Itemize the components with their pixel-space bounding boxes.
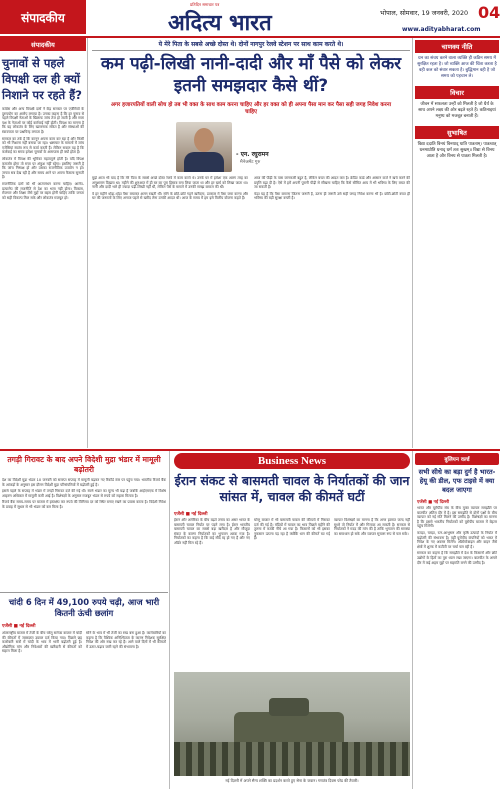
editorial-paragraph: सरकार का तर्क है कि कानून अपना काम कर रहा है और किसी को भी निशाना नहीं बनाया जा रहा। भ्रष्टाचार के मामलों में जांच एजेंसियां स्वतंत्र रूप से कार्य करती हैं। लेकिन सवाल यह है कि कार्रवाई का समय हमेशा चुनावों के आसपास ही क्यों होता है। <box>2 136 84 155</box>
silver-paragraph: अंतरराष्ट्रीय बाजार में तेजी के बीच घरेलू सर्राफा बाजार में चांदी की कीमतों में जबरदस्त उछाल दर्ज किया गया। पिछले छह कारोबारी सत्रों में चांदी के भाव में भारी बढ़ोतरी हुई है। औद्योगिक मांग और निवेशकों की खरीदारी से कीमतों को सहारा मिला है। <box>2 631 82 654</box>
lead-headline: ईरान संकट से बासमती चावल के निर्यातकों की जान सांसत में, चावल की कीमतें घटीं <box>174 473 410 504</box>
business-news-header <box>174 453 410 469</box>
main-kicker: ये मेरे पिता के सबसे अच्छे दोस्त थे। दोनों नागपुर रेलवे स्टेशन पर साथ काम करते थे। <box>158 41 344 48</box>
main-paragraph: मुझे आज भी याद है कि मेरे पिता के सबसे अच्छे दोस्त रेलवे में काम करते थे। उनके घर में हमेशा एक अलग तरह का अनुशासन दिखता था। महीने की शुरुआत में ही घर का पूरा हिसाब बना लिया जाता था और हर खर्च को लिखा जाता था। नानी और दादी भले ही ज्यादा पढ़ी-लिखी नहीं थीं, लेकिन पैसे के मामले में उनकी समझ कमाल की थी। <box>92 176 248 190</box>
business-news-title: Business News <box>257 455 327 467</box>
column-divider <box>412 38 413 448</box>
logo-tagline: प्रतिदिन समाचार पत्र <box>190 2 220 7</box>
silver-article <box>0 595 168 789</box>
silver-dateline: एजेंसी ■ नई दिल्ली <box>2 624 36 629</box>
byline-role: मैनेजमेंट गुरु <box>240 160 261 165</box>
lead-body <box>174 518 410 670</box>
page-number: 04 <box>478 3 500 22</box>
author-photo <box>176 122 232 172</box>
forex-paragraph: देश का विदेशी मुद्रा भंडार 10 जनवरी को समाप्त सप्ताह में मामूली बढ़कर नए रिकॉर्ड स्तर पर पहुंच गया। भारतीय रिजर्व बैंक के आंकड़ों के अनुसार इस दौरान विदेशी मुद्रा परिसंपत्तियों में बढ़ोतरी हुई है। <box>2 478 166 487</box>
main-deck: अगर हजारपतियों वाली सोच हो तब भी वक्त के साथ काम करना चाहिए और हर वक्त को ही अपना पैसा मान कर पैसा सही जगह निवेश करना चाहिए <box>110 102 392 115</box>
subhashit-title: सुभाषित <box>415 126 499 139</box>
lead-dateline: एजेंसी ■ नई दिल्ली <box>174 512 208 517</box>
editorial-column <box>0 38 86 448</box>
author-body <box>184 152 224 172</box>
silver-paragraph: सोने के भाव में भी तेजी का रुख बना हुआ है। कारोबारियों का कहना है कि वैश्विक अनिश्चितता के कारण निवेशक सुरक्षित निवेश की ओर रुख कर रहे हैं। आने वाले दिनों में भी कीमतों में उतार-चढ़ाव जारी रहने की संभावना है। <box>86 631 166 649</box>
photo-soldiers <box>174 742 410 776</box>
silver-headline: चांदी 6 दिन में 49,100 रुपये चढ़ी, आज भारी कितनी ऊंची छलांग <box>8 597 160 618</box>
quote-text: धन का संचय करने वाला व्यक्ति ही कठिन समय में सुरक्षित रहता है। जो व्यक्ति आज की चिंता करता है वही कल को संवार सकता है। बुद्धिमान वही है जो समय को पहचान ले। <box>417 56 497 79</box>
column-divider <box>412 451 413 789</box>
editorial-paragraph: लोकतंत्र में विपक्ष की भूमिका महत्वपूर्ण होती है। यदि विपक्ष कमजोर होगा तो सत्ता पर अंकुश नहीं रहेगा। इसलिए जरूरी है कि जांच निष्पक्ष हो और उसका राजनीतिक उपयोग न हो। जनता सब देख रही है और समय आने पर अपना फैसला सुनाती है। <box>2 156 84 180</box>
news-photo <box>174 672 410 776</box>
website: www.adityabharat.com <box>402 26 481 33</box>
lead-paragraph: घरेलू बाजार में भी बासमती चावल की कीमतों में गिरावट दर्ज की गई है। मंडियों में चावल का भाव पिछले महीने की तुलना में काफी नीचे आ गया है। किसानों को भी इसका नुकसान उठाना पड़ रहा है क्योंकि धान की कीमतें घट गई हैं। <box>254 518 330 541</box>
forex-rule <box>0 592 168 593</box>
editorial-headline: चुनावों से पहले विपक्षी दल ही क्यों निशाने पर रहते हैं? <box>2 56 82 102</box>
editorial-label: संपादकीय <box>0 38 86 51</box>
main-body <box>92 176 410 446</box>
author-face <box>194 128 214 152</box>
business-sidebar-paragraph: भारत और यूरोपीय संघ के बीच मुक्त व्यापार समझौते पर बातचीत अंतिम दौर में है। इस समझौते से दोनों पक्षों के बीच व्यापार को नई गति मिलने की उम्मीद है। विशेषज्ञों का मानना है कि इससे भारतीय निर्यातकों को यूरोपीय बाजार में बेहतर पहुंच मिलेगी। <box>417 506 497 529</box>
silver-body <box>0 631 168 654</box>
business-sidebar-dateline: एजेंसी ■ नई दिल्ली <box>417 500 449 505</box>
byline: - एन. रघुरामन <box>236 151 269 158</box>
business-sidebar-paragraph: सरकार का कहना है कि समझौते में देश के किसानों और छोटे उद्योगों के हितों का पूरा ध्यान रखा जाएगा। बातचीत के अगले दौर में कई अहम मुद्दों पर सहमति बनने की उम्मीद है। <box>417 551 497 565</box>
column-divider <box>169 451 170 789</box>
lead-paragraph: ईरान और अमेरिका के बीच बढ़ते तनाव का असर भारत के बासमती चावल निर्यात पर पड़ने लगा है। ईरान भारतीय बासमती चावल का सबसे बड़ा खरीदार है और मौजूदा संकट के कारण निर्यातकों का भुगतान अटक गया है। निर्यातकों का कहना है कि कई सौदे रद्द हो गए हैं और नए ऑर्डर नहीं मिल रहे हैं। <box>174 518 250 545</box>
quote-title: चाणक्य नीति <box>415 40 499 53</box>
business-sidebar-label: बुलियन वर्ल्ड <box>415 453 499 465</box>
main-paragraph: फंडा यह है कि पैसा कमाना जितना जरूरी है, उतना ही जरूरी उसे सही जगह निवेश करना भी है। छोटी-छोटी बचत ही भविष्य की बड़ी सुरक्षा बनती है। <box>254 191 410 201</box>
main-paragraph: आज की पीढ़ी के पास जानकारी बहुत है, लेकिन बचत की आदत कम है। क्रेडिट कार्ड और आसान कर्ज ने खर्च करने की प्रवृत्ति बढ़ा दी है। ऐसे में हमें अपनी पुरानी पीढ़ी से सीखना चाहिए कि कैसे सीमित आय में भी भविष्य के लिए बचत की जा सकती है। <box>254 176 410 190</box>
business-sidebar-headline: सभी सीधे का बड़ा दुर्ग है भारत-हेयू की डील, एफ टाइसे में क्या बदल जाएगा <box>418 468 496 494</box>
subhashit-text: विद्या ददाति विनयं विनयाद् याति पात्रताम्। पात्रत्वात् धनमाप्नोति धनाद् धर्मं ततः सुखम्॥ विद्या से विनय आता है और विनय से पात्रता मिलती है। <box>417 142 497 159</box>
kicker-rule <box>92 50 410 51</box>
forex-paragraph: इससे पहले के सप्ताह में भंडार में तगड़ी गिरावट दर्ज की गई थी। स्वर्ण भंडार का मूल्य भी बढ़ा है जबकि आईएमएफ में विशेष आहरण अधिकार में मामूली कमी आई है। विशेषज्ञों के अनुसार मजबूत भंडार से रुपये को सहारा मिलता है। <box>2 489 166 498</box>
main-paragraph: वे हर महीने थोड़ा-थोड़ा पैसा बचाकर अलग रखती थीं। सोने के छोटे-छोटे गहने खरीदना, डाकघर में पैसा जमा करना और घर की जरूरतों के लिए अनाज पहले से खरीद लेना उनकी आदत थी। आज के समय में हम इसे वित्तीय योजना कहते हैं। <box>92 191 248 201</box>
forex-paragraph: रिजर्व बैंक समय-समय पर बाजार में हस्तक्षेप कर रुपये की विनिमय दर को स्थिर बनाए रखने का प्रयास करता है। विदेशी निवेश के प्रवाह में सुधार से भी भंडार को बल मिला है। <box>2 500 166 509</box>
section-label: संपादकीय <box>0 0 86 34</box>
photo-turret <box>269 698 309 716</box>
location-date: भोपाल, सोमवार, 19 जनवरी, 2020 <box>380 9 469 17</box>
vichar-title: विचार <box>415 86 499 99</box>
vichar-text: जीवन में सफलता उन्हीं को मिलती है जो धैर्य के साथ अपने लक्ष्य की ओर बढ़ते रहते हैं। कठिनाइयां मनुष्य को मजबूत बनाती हैं। <box>418 102 496 119</box>
editorial-paragraph: राजनीतिक दलों को भी आत्ममंथन करना चाहिए। आरोप-प्रत्यारोप की राजनीति से देश का भला नहीं होगा। विकास, रोजगार और शिक्षा जैसे मुद्दों पर बहस होनी चाहिए ताकि जनता को सही विकल्प मिल सके और लोकतंत्र मजबूत हो। <box>2 181 84 200</box>
editorial-paragraph: कांग्रेस और अन्य विपक्षी दलों ने केंद्र सरकार पर एजेंसियों के दुरुपयोग का आरोप लगाया है। उनका कहना है कि हर चुनाव से पहले विपक्षी नेताओं के खिलाफ जांच तेज हो जाती है और सत्ता पक्ष के नेताओं पर कोई कार्रवाई नहीं होती। विपक्ष का मानना है कि यह लोकतंत्र के लिए खतरनाक संकेत है और संस्थाओं की स्वायत्तता पर प्रश्नचिन्ह लगाता है। <box>2 107 84 134</box>
lead-paragraph: व्यापार विशेषज्ञों का मानना है कि अगर हालात जल्द नहीं सुधरे तो निर्यात में और गिरावट आ सकती है। सरकार से निर्यातकों ने मदद की मांग की है ताकि भुगतान की समस्या का समाधान हो सके और व्यापार सुचारू रूप से चल सके। <box>334 518 410 536</box>
masthead-logo <box>150 2 320 36</box>
main-headline: कम पढ़ी-लिखी नानी-दादी और माँ पैसे को लेकर इतनी समझदार कैसे थीं? <box>100 54 402 96</box>
section-rule <box>0 449 500 451</box>
business-sidebar-paragraph: कपड़ा, चमड़ा, रत्न-आभूषण और कृषि उत्पादों के निर्यात में बढ़ोतरी की संभावना है। वहीं यूरोपीय कंपनियों को भारत में निवेश के नए अवसर मिलेंगे। ऑटोमोबाइल और वाइन जैसे क्षेत्रों में शुल्क में कटौती पर चर्चा चल रही है। <box>417 530 497 549</box>
logo-text: अदित्य भारत <box>168 10 272 36</box>
business-sidebar <box>415 453 499 789</box>
right-sidebar <box>415 40 499 446</box>
photo-caption: नई दिल्ली में अपने सैन्य शक्ति का प्रदर्शन करते हुए सेना के जवान। गणतंत्र दिवस परेड की तैयारी। <box>225 778 359 783</box>
forex-headline: तगड़ी गिरावट के बाद अपने विदेशी मुद्रा भंडार में मामूली बढ़ोतरी <box>7 455 161 474</box>
forex-article <box>0 453 168 591</box>
column-divider <box>87 38 88 448</box>
